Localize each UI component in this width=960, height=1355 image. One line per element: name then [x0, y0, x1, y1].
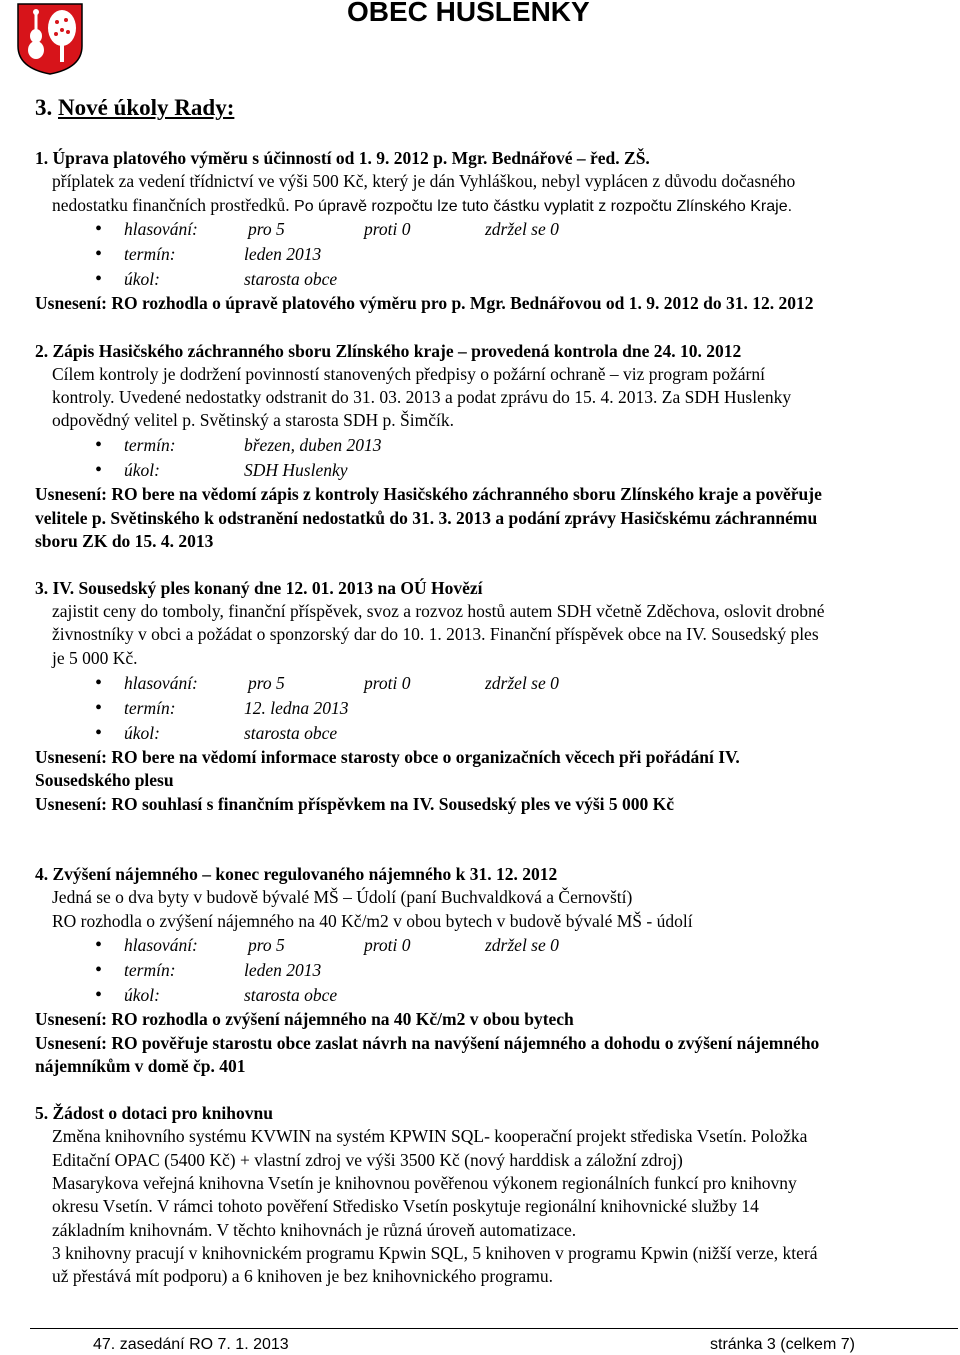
item3-term-value: 12. ledna 2013	[244, 698, 349, 718]
item2-line1: Cílem kontroly je dodržení povinností stanovených předpisy o požární ochraně – viz program požární	[52, 364, 765, 384]
item4-res1: Usnesení: RO rozhodla o zvýšení nájemného na 40 Kč/m2 v obou bytech	[35, 1009, 574, 1029]
item2-title: 2. Zápis Hasičského záchranného sboru Zlínského kraje – provedená kontrola dne 24. 10. 2012	[35, 341, 742, 361]
footer-page-number: stránka 3 (celkem 7)	[710, 1336, 855, 1353]
item3-task-value: starosta obce	[244, 723, 338, 743]
item5-line6: 3 knihovny pracují v knihovnickém programu Kpwin SQL, 5 knihoven v programu Kpwin (nižší verze, která	[52, 1243, 818, 1263]
item2-res1: Usnesení: RO bere na vědomí zápis z kontroly Hasičského záchranného sboru Zlínského kraje a pověřuje	[35, 484, 822, 504]
item2-line3: odpovědný velitel p. Světinský a starosta SDH p. Šimčík.	[52, 410, 454, 430]
item4-vote-zdrzel: zdržel se 0	[485, 935, 559, 955]
page-header-title: OBEC HUSLENKY	[347, 0, 590, 27]
bullet-icon: •	[95, 243, 103, 265]
bullet-icon: •	[95, 434, 103, 456]
item5-line4: okresu Vsetín. V rámci tohoto pověření Středisko Vsetín poskytuje regionální knihovnické služby 14	[52, 1196, 759, 1216]
item1-vote-proti: proti 0	[364, 219, 411, 239]
bullet-icon: •	[95, 218, 103, 240]
item1-title: 1. Úprava platového výměru s účinností od 1. 9. 2012 p. Mgr. Bednářové – řed. ZŠ.	[35, 148, 650, 168]
item1-task-label: úkol:	[124, 269, 160, 289]
footer-meeting-date: 47. zasedání RO 7. 1. 2013	[93, 1336, 289, 1353]
item1-line2	[52, 194, 792, 218]
coat-of-arms-logo	[16, 2, 84, 76]
item2-line2: kontroly. Uvedené nedostatky odstranit do 31. 03. 2013 a podat zprávu do 15. 4. 2013. Za SDH Huslenky	[52, 387, 792, 407]
item1-term-value: leden 2013	[244, 244, 322, 264]
item4-vote-label: hlasování:	[124, 935, 198, 955]
item2-term-value: březen, duben 2013	[244, 435, 382, 455]
item3-res1: Usnesení: RO bere na vědomí informace starosty obce o organizačních věcech při pořádání IV.	[35, 747, 740, 767]
item2-task-label: úkol:	[124, 460, 160, 480]
item1-task-value: starosta obce	[244, 269, 338, 289]
item4-task-label: úkol:	[124, 985, 160, 1005]
item3-task-label: úkol:	[124, 723, 160, 743]
bullet-icon: •	[95, 984, 103, 1006]
item3-vote-label: hlasování:	[124, 673, 198, 693]
item3-res2: Sousedského plesu	[35, 770, 174, 790]
item4-task-value: starosta obce	[244, 985, 338, 1005]
bullet-icon: •	[95, 459, 103, 481]
item1-term-label: termín:	[124, 244, 176, 264]
item1-resolution: Usnesení: RO rozhodla o úpravě platového výměru pro p. Mgr. Bednářovou od 1. 9. 2012 do 31. 12. 2012	[35, 293, 814, 313]
item1-vote-zdrzel: zdržel se 0	[485, 219, 559, 239]
item3-term-label: termín:	[124, 698, 176, 718]
section-label: Nové úkoly Rady:	[58, 95, 235, 120]
item1-line2-text: nedostatku finančních prostředků.	[52, 195, 290, 215]
item1-line2b-text: Po úpravě rozpočtu lze tuto částku vyplatit z rozpočtu Zlínského Kraje.	[294, 198, 793, 215]
item4-term-label: termín:	[124, 960, 176, 980]
item3-line1: zajistit ceny do tomboly, finanční příspěvek, svoz a rozvoz hostů autem SDH včetně Zděchova, oslovit drobné	[52, 601, 825, 621]
section-title	[35, 93, 234, 123]
item2-res3: sboru ZK do 15. 4. 2013	[35, 531, 214, 551]
bullet-icon: •	[95, 268, 103, 290]
bullet-icon: •	[95, 934, 103, 956]
item1-vote-pro: pro 5	[248, 219, 285, 239]
item5-line5: základním knihovnám. V těchto knihovnách je různá úroveň automatizace.	[52, 1220, 577, 1240]
bullet-icon: •	[95, 672, 103, 694]
item5-title: 5. Žádost o dotaci pro knihovnu	[35, 1103, 273, 1123]
item4-vote-pro: pro 5	[248, 935, 285, 955]
footer-divider	[30, 1328, 958, 1329]
item3-line3: je 5 000 Kč.	[52, 648, 138, 668]
bullet-icon: •	[95, 722, 103, 744]
item5-line7: už přestává mít podporu) a 6 knihoven je bez knihovnického programu.	[52, 1266, 554, 1286]
item4-term-value: leden 2013	[244, 960, 322, 980]
item2-task-value: SDH Huslenky	[244, 460, 348, 480]
item3-vote-zdrzel: zdržel se 0	[485, 673, 559, 693]
item3-res3: Usnesení: RO souhlasí s finančním příspěvkem na IV. Sousedský ples ve výši 5 000 Kč	[35, 794, 675, 814]
item5-line3: Masarykova veřejná knihovna Vsetín je knihovnou pověřenou výkonem regionálních funkcí pro knihovny	[52, 1173, 797, 1193]
item4-title: 4. Zvýšení nájemného – konec regulovaného nájemného k 31. 12. 2012	[35, 864, 558, 884]
item4-line2: RO rozhodla o zvýšení nájemného na 40 Kč/m2 v obou bytech v budově bývalé MŠ - údolí	[52, 911, 693, 931]
bullet-icon: •	[95, 959, 103, 981]
section-number: 3.	[35, 95, 53, 120]
item4-res3: nájemníkům v domě čp. 401	[35, 1056, 246, 1076]
item1-vote-label: hlasování:	[124, 219, 198, 239]
item1-line1: příplatek za vedení třídnictví ve výši 500 Kč, který je dán Vyhláškou, nebyl vyplácen z důvodu dočasného	[52, 171, 796, 191]
item3-title: 3. IV. Sousedský ples konaný dne 12. 01. 2013 na OÚ Hovězí	[35, 578, 483, 598]
bullet-icon: •	[95, 697, 103, 719]
item4-vote-proti: proti 0	[364, 935, 411, 955]
item3-vote-pro: pro 5	[248, 673, 285, 693]
item5-line1: Změna knihovního systému KVWIN na systém KPWIN SQL- kooperační projekt střediska Vsetín. Položka	[52, 1126, 808, 1146]
item2-res2: velitele p. Světinského k odstranění nedostatků do 31. 3. 2013 a podání zprávy Hasičskému záchrannému	[35, 508, 818, 528]
item4-res2: Usnesení: RO pověřuje starostu obce zaslat návrh na navýšení nájemného a dohodu o zvýšení nájemného	[35, 1033, 820, 1053]
item3-line2: živnostníky v obci a požádat o sponzorský dar do 10. 1. 2013. Finanční příspěvek obce na IV. Sousedský ples	[52, 624, 819, 644]
item3-vote-proti: proti 0	[364, 673, 411, 693]
item2-term-label: termín:	[124, 435, 176, 455]
item5-line2: Editační OPAC (5400 Kč) + vlastní zdroj ve výši 3500 Kč (nový harddisk a záložní zdroj)	[52, 1150, 683, 1170]
item4-line1: Jedná se o dva byty v budově bývalé MŠ – Údolí (paní Buchvaldková a Černovští)	[52, 887, 633, 907]
